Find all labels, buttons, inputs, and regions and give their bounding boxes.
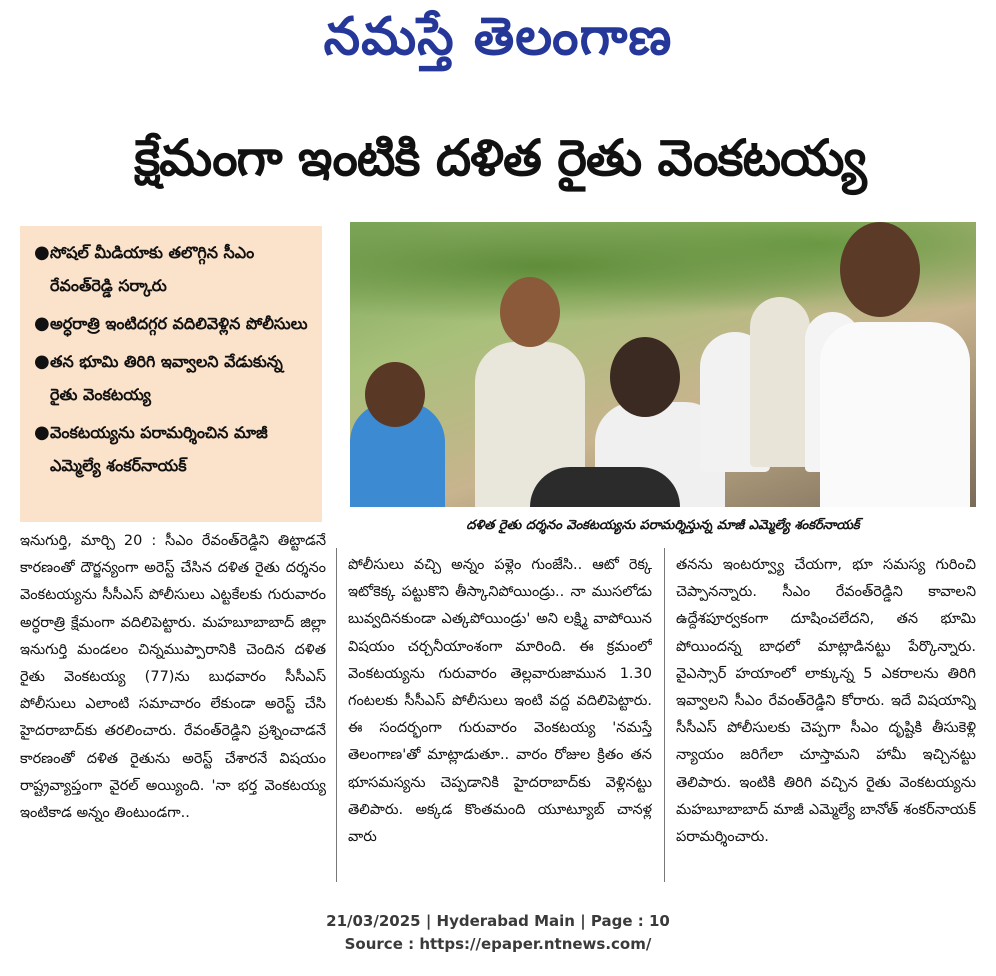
photo-person-head — [500, 277, 560, 347]
column-divider — [336, 548, 337, 882]
highlight-item — [34, 307, 312, 340]
photo-person-head — [610, 337, 680, 417]
article-column-1: ఇనుగుర్తి, మార్చి 20 : సీఎం రేవంత్‌రెడ్డిని తిట్టాడనే కారణంతో దౌర్జన్యంగా అరెస్ట్ చేసిన దళిత రైతు దర్శనం వెంకటయ్యను సీసీఎస్ పోలీసులు ఎట్టకేలకు గురువారం అర్ధరాత్రి క్షేమంగా వదిలిపెట్టారు. మహబూబాబాద్ జిల్లా ఇనుగుర్తి మండలం చిన్నముప్పారానికి చెందిన దళిత రైతు వెంకటయ్య (77)ను బుధవారం సీసీఎస్ పోలీసులు ఎలాంటి సమాచారం లేకుండా అరెస్ట్ చేసి హైదరాబాద్‌కు తరలించారు. రేవంత్‌రెడ్డిని ప్రశ్నించాడనే కారణంతో దళిత రైతును అరెస్ట్ చేశారనే విషయం రాష్ట్రవ్యాప్తంగా వైరల్ అయ్యింది. 'నా భర్త వెంకటయ్య ఇంటికాడ అన్నం తింటుండగా.. — [20, 533, 326, 822]
article-column-3: తనను ఇంటర్వ్యూ చేయగా, భూ సమస్య గురించి చెప్పానన్నారు. సీఎం రేవంత్‌రెడ్డిని కావాలని ఉద్దేశపూర్వకంగా దూషించలేదని, తన భూమి పోయిందన్న బాధలో మాట్లాడినట్టు పేర్కొన్నారు. వైఎస్సార్ హయాంలో లాక్కున్న 5 ఎకరాలను తిరిగి ఇవ్వాలని సీఎం రేవంత్‌రెడ్డిని కోరారు. ఇదే విషయాన్ని సీసీఎస్ పోలీసులకు చెప్పగా సీఎం దృష్టికి తీసుకెళ్లి న్యాయం జరిగేలా చూస్తామని హామీ ఇచ్చినట్టు తెలిపారు. ఇంటికి తిరిగి వచ్చిన రైతు వెంకటయ్యను మహబూబాబాద్ మాజీ ఎమ్మెల్యే బానోత్ శంకర్‌నాయక్ పరామర్శించారు. — [676, 557, 976, 846]
photo-person — [820, 322, 970, 507]
highlight-text: అర్ధరాత్రి ఇంటిదగ్గర వదిలివెళ్లిన పోలీసులు — [50, 314, 308, 333]
masthead-logo: నమస్తే తెలంగాణ — [323, 7, 673, 67]
highlight-text: వెంకటయ్యను పరామర్శించిన మాజీ ఎమ్మెల్యే శంకర్‌నాయక్ — [50, 423, 268, 475]
bullet-dot-icon: ● — [34, 242, 50, 263]
highlight-item — [34, 416, 312, 482]
photo-person — [530, 467, 680, 507]
bullet-dot-icon: ● — [34, 351, 50, 372]
headline: క్షేమంగా ఇంటికి దళిత రైతు వెంకటయ్య — [134, 129, 866, 187]
bullet-dot-icon: ● — [34, 313, 50, 334]
edition-info: 21/03/2025 | Hyderabad Main | Page : 10 — [326, 912, 670, 930]
highlights-box — [20, 226, 322, 522]
source-link[interactable]: Source : https://epaper.ntnews.com/ — [344, 935, 652, 953]
news-photo — [350, 222, 976, 507]
photo-person — [750, 297, 810, 467]
photo-person-head — [365, 362, 425, 427]
highlight-text: సోషల్ మీడియాకు తలొగ్గిన సీఎం రేవంత్‌రెడ్డి సర్కారు — [50, 243, 255, 295]
highlight-item — [34, 236, 312, 302]
highlight-item — [34, 345, 312, 411]
photo-caption: దళిత రైతు దర్శనం వెంకటయ్యను పరామర్శిస్తున్న మాజీ ఎమ్మెల్యే శంకర్‌నాయక్ — [466, 518, 860, 533]
bullet-dot-icon: ● — [34, 422, 50, 443]
article-column-2: పోలీసులు వచ్చి అన్నం పళ్లెం గుంజేసి.. ఆటో రెక్క ఇటోకెక్క పట్టుకొని తీస్కానిపోయిండ్రు.. నా ముసలోడు బువ్వదినకుండా ఎత్కపోయిండ్రు' అని లక్ష్మి వాపోయిన విషయం చర్చనీయాంశంగా మారింది. ఈ క్రమంలో వెంకటయ్యను గురువారం తెల్లవారుజామున 1.30 గంటలకు సీసీఎస్ పోలీసులు ఇంటి వద్ద వదిలిపెట్టారు. ఈ సందర్భంగా గురువారం వెంకటయ్య 'నమస్తే తెలంగాణ'తో మాట్లాడుతూ.. వారం రోజుల క్రితం తన భూసమస్యను చెప్పడానికి హైదరాబాద్‌కు వెళ్లినట్టు తెలిపారు. అక్కడ కొంతమంది యూట్యూబ్ చానళ్ల వారు — [348, 557, 652, 846]
photo-person-head — [840, 222, 920, 317]
highlight-text: తన భూమి తిరిగి ఇవ్వాలని వేడుకున్న రైతు వెంకటయ్య — [50, 352, 283, 404]
column-divider — [664, 548, 665, 882]
